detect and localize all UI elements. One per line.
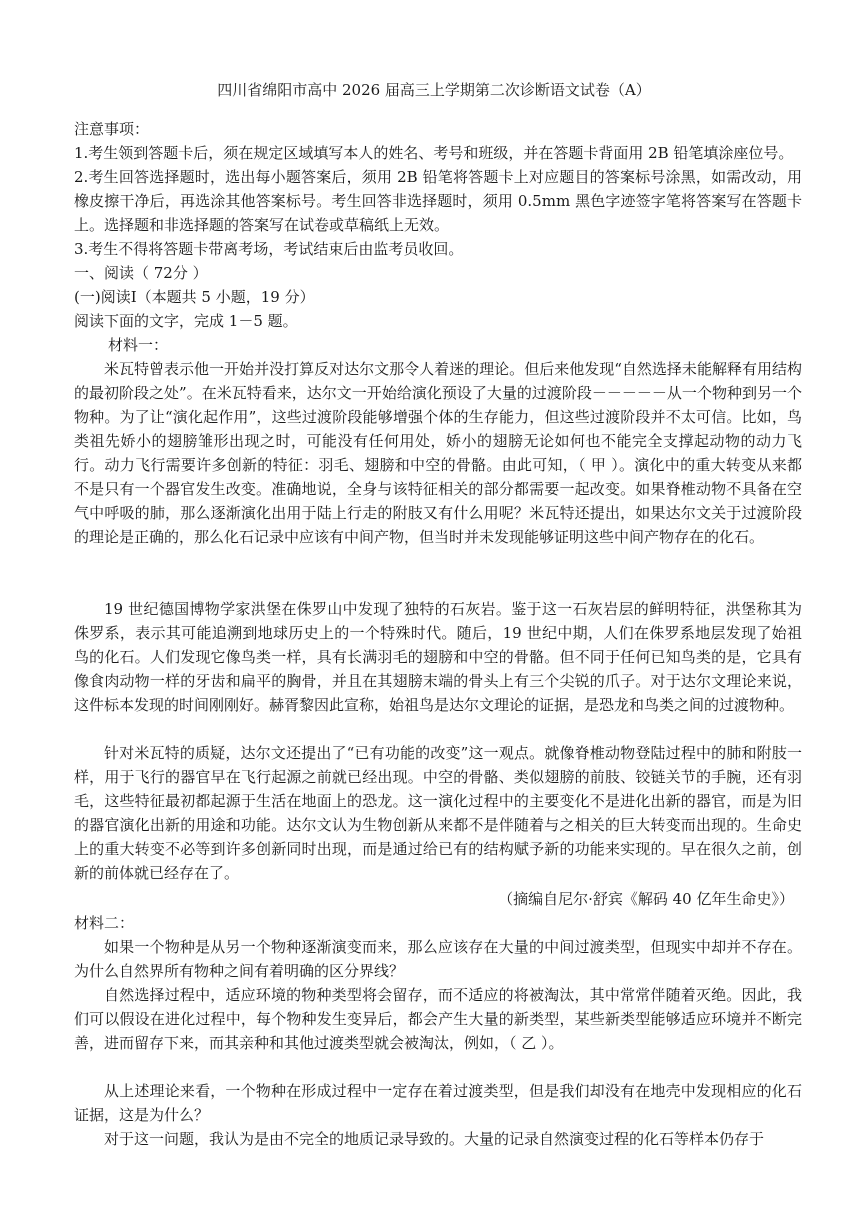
material-2-paragraph: 自然选择过程中，适应环境的物种类型将会留存，而不适应的将被淘汰，其中常常伴随着灭绝。因此，我们可以假设在进化过程中，每个物种发生变异后，都会产生大量的新类型，某些新类型能够适应环境并不断完善，进而留存下来，而其亲种和其他过渡类型就会被淘汰，例如，（ 乙 ）。: [74, 986, 802, 1052]
material-1-source: （摘编自尼尔·舒宾《解码 40 亿年生命史》）: [498, 890, 794, 908]
notice-item-2: 2.考生回答选择题时，选出每小题答案后，须用 2B 铅笔将答题卡上对应题目的答案标号涂黑，如需改动，用橡皮擦干净后，再选涂其他答案标号。考生回答非选择题时，须用 0.5mm 黑色字迹签字笔将答案写在答题卡上。选择题和非选择题的答案写在试卷或草稿纸上无效。: [74, 168, 802, 234]
material-2-paragraph: 如果一个物种是从另一个物种逐渐演变而来，那么应该存在大量的中间过渡类型，但现实中却并不存在。为什么自然界所有物种之间有着明确的区分界线？: [74, 938, 802, 980]
material-1-paragraph: 19 世纪德国博物学家洪堡在侏罗山中发现了独特的石灰岩。鉴于这一石灰岩层的鲜明特征，洪堡称其为侏罗系，表示其可能追溯到地球历史上的一个特殊时代。随后，19 世纪中期，人们在侏罗系地层发现了始祖鸟的化石。人们发现它像鸟类一样，具有长满羽毛的翅膀和中空的骨骼。但不同于任何已知鸟类的是，它具有像食肉动物一样的牙齿和扁平的胸骨，并且在其翅膀末端的骨头上有三个尖锐的爪子。对于达尔文理论来说，这件标本发现的时间刚刚好。赫胥黎因此宣称，始祖鸟是达尔文理论的证据，是恐龙和鸟类之间的过渡物种。: [74, 600, 802, 714]
subsection-heading: (一)阅读Ⅰ（本题共 5 小题，19 分）: [74, 288, 315, 306]
notice-heading: 注意事项：: [74, 120, 150, 138]
notice-item-3: 3.考生不得将答题卡带离考场，考试结束后由监考员收回。: [74, 240, 464, 258]
material-1-paragraph: 米瓦特曾表示他一开始并没打算反对达尔文那令人着迷的理论。但后来他发现“自然选择未能解释有用结构的最初阶段之处”。在米瓦特看来，达尔文一开始给演化预设了大量的过渡阶段－－－－－从一个物种到另一个物种。为了让“演化起作用”，这些过渡阶段能够增强个体的生存能力，但这些过渡阶段并不太可信。比如，鸟类祖先娇小的翅膀雏形出现之时，可能没有任何用处，娇小的翅膀无论如何也不能完全支撑起动物的动力飞行。动力飞行需要许多创新的特征：羽毛、翅膀和中空的骨骼。由此可知，（ 甲 ）。演化中的重大转变从来都不是只有一个器官发生改变。准确地说，全身与该特征相关的部分都需要一起改变。如果脊椎动物不具备在空气中呼吸的肺，那么逐渐演化出用于陆上行走的附肢又有什么用呢？米瓦特还提出，如果达尔文关于过渡阶段的理论是正确的，那么化石记录中应该有中间产物，但当时并未发现能够证明这些中间产物存在的化石。: [74, 360, 802, 546]
reading-instruction: 阅读下面的文字，完成 1－5 题。: [74, 312, 298, 330]
page-title: 四川省绵阳市高中 2026 届高三上学期第二次诊断语文试卷（A）: [217, 81, 651, 99]
material-1-label: 材料一：: [108, 336, 169, 354]
material-2-paragraph: 对于这一问题，我认为是由不完全的地质记录导致的。大量的记录自然演变过程的化石等样本仍存于: [104, 1130, 765, 1148]
material-1-paragraph: 针对米瓦特的质疑，达尔文还提出了“已有功能的改变”这一观点。就像脊椎动物登陆过程中的肺和附肢一样，用于飞行的器官早在飞行起源之前就已经出现。中空的骨骼、类似翅膀的前肢、铰链关节的手腕，还有羽毛，这些特征最初都起源于生活在地面上的恐龙。这一演化过程中的主要变化不是进化出新的器官，而是为旧的器官演化出新的用途和功能。达尔文认为生物创新从来都不是伴随着与之相关的巨大转变而出现的。生命史上的重大转变不必等到许多创新同时出现，而是通过给已有的结构赋予新的功能来实现的。早在很久之前，创新的前体就已经存在了。: [74, 744, 802, 882]
notice-item-1: 1.考生领到答题卡后，须在规定区域填写本人的姓名、考号和班级，并在答题卡背面用 2B 铅笔填涂座位号。: [74, 144, 794, 162]
material-2-paragraph: 从上述理论来看，一个物种在形成过程中一定存在着过渡类型，但是我们却没有在地壳中发现相应的化石证据，这是为什么？: [74, 1082, 802, 1124]
section-heading: 一、阅读（ 72分 ）: [74, 264, 208, 282]
material-2-label: 材料二：: [74, 914, 135, 932]
